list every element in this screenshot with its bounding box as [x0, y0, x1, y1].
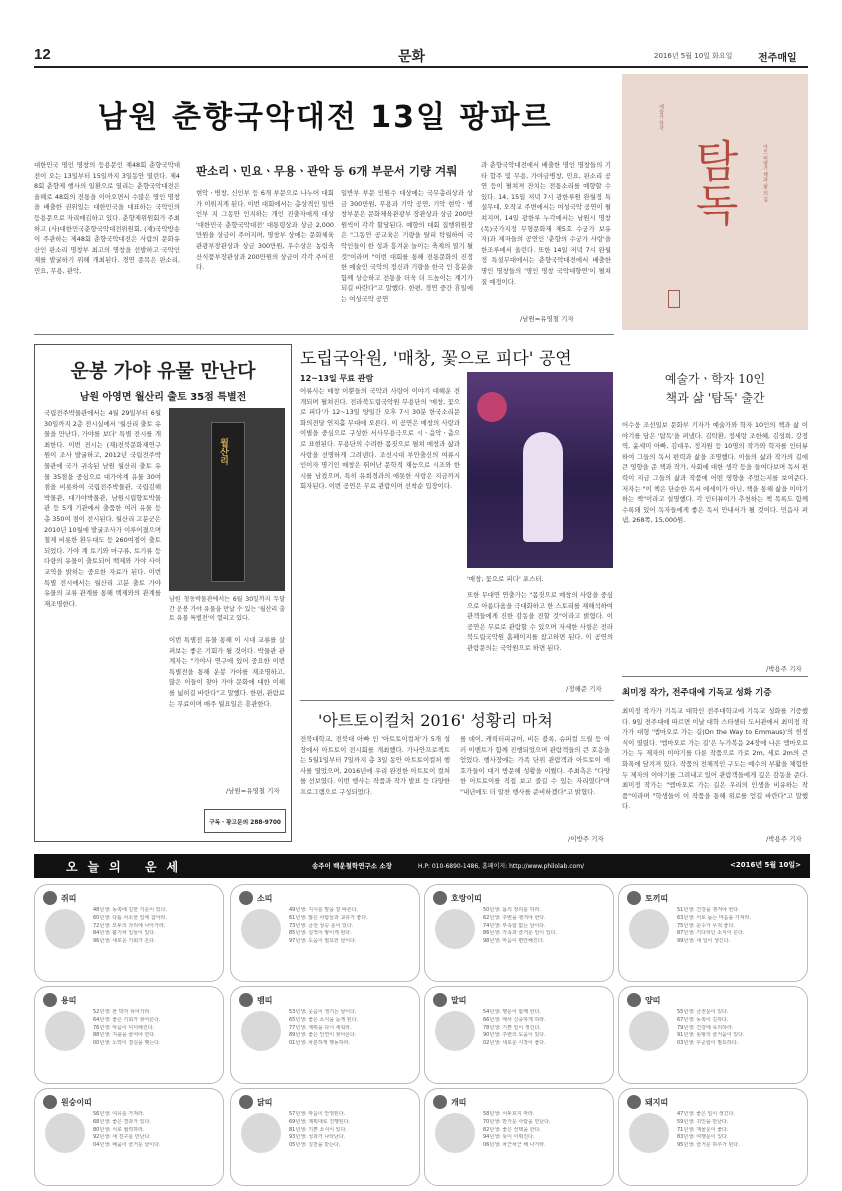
horoscope-card [230, 986, 420, 1084]
horoscope-lines [289, 1111, 413, 1150]
horoscope-line: 02년생: 새로운 시작이 좋다. [483, 1040, 546, 1047]
theater-byline: /정해준 기자 [566, 685, 602, 693]
book-cover-small-2: 아트 비평가 책과 삶 의 집 [762, 144, 768, 202]
horoscope-line: 01년생: 차분하게 행동하라. [289, 1040, 351, 1047]
horoscope-card-head [433, 993, 605, 1007]
art-title: '아트토이컬처 2016' 성황리 마쳐 [318, 711, 553, 730]
horoscope-card-head [627, 993, 799, 1007]
horoscope-line: 83년생: 여행운이 있다. [677, 1134, 729, 1141]
main-article-byline: /남원=유영철 기자 [520, 315, 574, 323]
horoscope-line: 68년생: 좋은 결과가 있다. [93, 1118, 151, 1125]
gaya-title: 운봉 가야 유물 만난다 [70, 360, 256, 382]
horoscope-lines [93, 1111, 217, 1150]
gaya-body-right: 이번 특별전 유물 통해 이 시대 교류를 살펴보는 좋은 기회가 될 것이다. 박물관 관계자는 "가야사 연구에 있어 중요한 이번 특별전을 통해 운봉 가야를 재조명하고, 많은 이들이 찾아 가야 문화에 대한 이해를 넓히길 바란다"고 말했다. 한편, 관람료는 무료이며 매주 월요일은 휴관한다. [169, 636, 285, 708]
horoscope-line: 03년생: 꾸준함이 필요하다. [677, 1040, 739, 1047]
zodiac-name: 용띠 [61, 995, 77, 1005]
horoscope-line: 74년생: 부족함 없는 날이다. [483, 922, 546, 929]
section-name: 문화 [398, 49, 426, 65]
book-article-title-2: 책과 삶 '탐독' 출간 [665, 391, 765, 405]
horoscope-line: 93년생: 성과가 나타난다. [289, 1134, 346, 1141]
horoscope-line: 71년생: 재물운이 좋다. [677, 1126, 729, 1133]
horoscope-line: 05년생: 칭찬을 받는다. [289, 1142, 341, 1149]
gaya-photo [169, 408, 285, 591]
book-article-body: 어수웅 조선일보 문화부 기자가 예술가와 학자 10인의 책과 삶 이야기를 담은 '탐독'을 펴냈다. 김탁환, 정세랑 조한혜, 김성희, 강정역, 윤세미 아빠, 김대우, 정지원 등 10명의 작가와 학자를 인터뷰하여 그들의 독서 편력과 삶을 조명했다. 이들의 삶과 작가의 길에 큰 영향을 준 책과 작가, 사회에 대한 생각 등을 들여다보며 독서 편력이 지금 그들의 삶과 작품에 어떤 영향을 주었는지를 보여준다. 저자는 "이 책은 단순한 독서 에세이가 아닌, 책을 통해 삶을 이야기하는 책"이라고 설명했다. 각 인터뷰이가 추천하는 책 목록도 함께 수록돼 있어 독자들에게 좋은 독서 안내서가 될 것이다. 민음사 펴냄, 268쪽, 15,000원. [622, 421, 808, 525]
horoscope-lines [677, 1111, 801, 1150]
horoscope-card [618, 986, 808, 1084]
issue-date: 2016년 5월 10일 화요일 [654, 52, 733, 60]
zodiac-animal-icon [241, 909, 281, 949]
poster-dancer [523, 432, 563, 542]
horoscope-line: 00년생: 노력이 결실을 맺는다. [93, 1040, 161, 1047]
zodiac-animal-icon [435, 1113, 475, 1153]
horoscope-lines [677, 907, 801, 946]
book-cover-title: 탐독 [687, 138, 738, 226]
horoscope-line: 77년생: 계획을 다시 세워라. [289, 1024, 352, 1031]
horoscope-line: 57년생: 마음이 안정된다. [289, 1111, 346, 1117]
zodiac-icon [43, 993, 57, 1007]
horoscope-card-head [627, 891, 799, 905]
horoscope-line: 55년생: 금전운이 있다. [677, 1009, 729, 1015]
horoscope-line: 96년생: 새로운 기회가 온다. [93, 938, 156, 945]
zodiac-name: 돼지띠 [645, 1097, 669, 1107]
horoscope-line: 50년생: 몸의 정리를 하라. [483, 907, 541, 913]
horoscope-line: 88년생: 지출을 줄여야 한다. [93, 1032, 156, 1039]
zodiac-icon [433, 993, 447, 1007]
horoscope-line: 47년생: 좋은 일이 생긴다. [677, 1111, 735, 1117]
horoscope-line: 81년생: 기쁜 소식이 있다. [289, 1126, 347, 1133]
page-number: 12 [34, 46, 51, 63]
zodiac-icon [239, 1095, 253, 1109]
zodiac-animal-icon [629, 909, 669, 949]
gaya-body-left: 국립전주박물관에서는 4월 29일부터 6월 30일까지 2층 전시실에서 '월산리 출토 유물을 만난다, 가야를 보다' 특별 전시를 개최한다. 이번 전시는 (재)전북문화재연구원이 조사 발굴하고, 2012년 국립전주박물관에 국가 귀속된 남원 월산리 출토 유물 35점을 중심으로 대가야계 유물 30여점을 비롯하여 국립전주박물관, 국립김해박물관, 대가야박물관, 남원시립향토박물관 등 5개 기관에서 출품한 여러 유물 등 총 350여 점이 전시된다. 월산리 고분군은 2010년 10월에 발굴조사가 이루어졌으며 철제 비롯한 환두대도 등 260여점이 출토되었다. 가야 계 토기와 마구류, 토기류 등 다량의 유물이 출토되어 백제와 가야 사이 교역을 밝히는 중요한 자료가 된다. 이번 특별 전시에서는 월산리 고분 출토 가야 유물의 교류 관계를 통해 백제와의 관계를 재조명한다. [44, 409, 161, 608]
zodiac-name: 개띠 [451, 1097, 467, 1107]
horoscope-card-head [43, 1095, 215, 1109]
horoscope-line: 53년생: 웃음이 생기는 날이다. [289, 1009, 357, 1015]
horoscope-lines [93, 1009, 217, 1048]
theater-title: 도립국악원, '매창, 꽃으로 피다' 공연 [300, 349, 572, 369]
horoscope-line: 51년생: 건강을 챙겨야 한다. [677, 907, 740, 913]
donation-title: 최미정 작가, 전주대에 기독교 성화 기증 [622, 688, 772, 698]
zodiac-animal-icon [241, 1011, 281, 1051]
theater-body-right: 또한 무대연 연출가는 "몸짓으로 매창의 사랑을 중심으로 아름다움을 극대화하고 한 스토리를 재해석하여 관객들에게 진한 감동을 전할 것"이라고 밝혔다. 이 공연은 무료로 관람할 수 있으며 자세한 사항은 전라북도립국악원 홈페이지를 참고하면 된다. 이 공연의 관람문의는 국악원으로 하면 된다. [467, 591, 613, 652]
zodiac-icon [239, 993, 253, 1007]
zodiac-icon [627, 1095, 641, 1109]
horoscope-card-head [433, 891, 605, 905]
horoscope-lines [93, 907, 217, 946]
horoscope-line: 65년생: 좋은 소식을 듣게 된다. [289, 1016, 359, 1023]
horoscope-line: 59년생: 귀인을 만난다. [677, 1118, 729, 1125]
horoscope-line: 62년생: 주변을 챙겨야 한다. [483, 914, 546, 921]
horoscope-line: 79년생: 건강에 유의하라. [677, 1024, 734, 1031]
horoscope-card [34, 884, 224, 982]
book-cover-image [622, 74, 808, 330]
horoscope-line: 85년생: 실적이 쌓이게 된다. [289, 930, 352, 937]
horoscope-card-head [239, 993, 411, 1007]
paper-name: 전주매일 [758, 53, 797, 64]
art-byline: /이방주 기자 [568, 835, 604, 843]
horoscope-lines [289, 907, 413, 946]
zodiac-animal-icon [629, 1113, 669, 1153]
horoscope-card [230, 1088, 420, 1186]
horoscope-card-head [433, 1095, 605, 1109]
donation-body: 최미정 작가가 기독교 대학인 전주대학교에 기독교 성화를 기증했다. 9일 전주대에 따르면 이날 대학 스타센터 도서관에서 최미정 작가가 대형 '엠마오로 가는 길(On the Way to Emmaus)'의 헌정식이 열렸다. '엠마오로 가는 길'은 누가복음 24장에 나온 엠마오로 가는 두 제자의 이야기를 다룬 작품으로 가로 2m, 세로 2m의 큰 화폭에 담겨져 있다. 작품의 전체적인 구도는 예수의 부활을 체험한 두 제자의 이야기를 그려내고 있어 관람객들에게 깊은 감동을 준다. 최미정 작가는 "엠마오로 가는 길은 우리의 인생을 비유하는 작품"이라며 "학생들이 이 작품을 통해 위로를 얻길 바란다"고 말했다. [622, 707, 808, 811]
horoscope-line: 87년생: 기다리던 소식이 온다. [677, 930, 745, 937]
zodiac-name: 호랑이띠 [451, 893, 482, 903]
gaya-subtitle: 남원 아영면 월산리 출토 35점 특별전 [79, 392, 247, 403]
horoscope-card [424, 1088, 614, 1186]
art-col2: 를 데이, 캐릭터피규어, 비든 블록, 슈퍼컬 드릴 등 여러 이벤트가 함께 진행되었으며 관람객들의 큰 호응을 얻었다. 행사장에는 가족 단위 관람객과 아트토이 애호가들이 대거 방문해 성황을 이뤘다. 주최측은 "다양한 아트토이를 직접 보고 즐길 수 있는 자리였다"며 "내년에도 더 알찬 행사를 준비하겠다"고 밝혔다. [460, 735, 610, 796]
zodiac-animal-icon [45, 909, 85, 949]
horoscope-line: 73년생: 금전 상승 운이 있다. [289, 922, 354, 929]
horoscope-line: 70년생: 반가운 사람을 만난다. [483, 1118, 551, 1125]
horoscope-contact: H.P: 010-6890-1486, 홈페이지: http://www.philolab.com/ [418, 863, 585, 870]
zodiac-animal-icon [629, 1011, 669, 1051]
horoscope-line: 82년생: 좋은 선택을 한다. [483, 1126, 541, 1133]
horoscope-line: 66년생: 매사 신중하게 하라. [483, 1016, 546, 1023]
horoscope-title: 오늘의 운세 [66, 860, 189, 874]
horoscope-line: 90년생: 주변의 도움이 있다. [483, 1032, 546, 1039]
horoscope-line: 04년생: 배움이 즐거운 날이다. [93, 1142, 161, 1149]
horoscope-line: 92년생: 새 친구를 만난다. [93, 1134, 151, 1141]
main-subhead: 판소리ㆍ민요ㆍ무용ㆍ관악 등 6개 부문서 기량 겨뤄 [196, 164, 458, 178]
horoscope-line: 78년생: 기쁜 일이 생긴다. [483, 1024, 541, 1031]
header-rule [34, 66, 808, 68]
zodiac-animal-icon [45, 1011, 85, 1051]
zodiac-name: 뱀띠 [257, 995, 273, 1005]
horoscope-card-head [43, 891, 215, 905]
horoscope-line: 54년생: 행운이 함께 한다. [483, 1009, 541, 1015]
main-headline: 남원 춘향국악대전 13일 팡파르 [97, 100, 553, 135]
horoscope-line: 84년생: 활기차 일들이 있다. [93, 930, 156, 937]
horoscope-lines [483, 1111, 607, 1150]
horoscope-line: 98년생: 마음이 편안해진다. [483, 938, 545, 945]
zodiac-animal-icon [45, 1113, 85, 1153]
horoscope-line: 76년생: 마음이 넉넉해진다. [93, 1024, 155, 1031]
horoscope-card [618, 884, 808, 982]
zodiac-icon [43, 891, 57, 905]
horoscope-line: 89년생: 좋은 인연이 찾아온다. [289, 1032, 357, 1039]
right-col-divider [622, 676, 808, 677]
zodiac-name: 쥐띠 [61, 893, 77, 903]
zodiac-name: 토끼띠 [645, 893, 669, 903]
horoscope-line: 69년생: 계획대로 진행된다. [289, 1118, 351, 1125]
horoscope-line: 61년생: 많은 사람들과 교류가 좋다. [289, 914, 368, 921]
horoscope-line: 63년생: 서로 돕는 마음을 가져라. [677, 914, 751, 921]
book-cover-small-1: 예술가 학자 [658, 104, 664, 131]
subscription-ad-text: 구독ㆍ광고문의 288-9700 [209, 819, 281, 826]
zodiac-animal-icon [241, 1113, 281, 1153]
zodiac-name: 말띠 [451, 995, 467, 1005]
zodiac-name: 양띠 [645, 995, 661, 1005]
horoscope-card [34, 1088, 224, 1186]
zodiac-animal-icon [435, 1011, 475, 1051]
theater-poster-caption: '매창, 꽃으로 피다' 포스터. [467, 575, 544, 583]
horoscope-line: 06년생: 차근차근 해 나가라. [483, 1142, 546, 1149]
horoscope-card [618, 1088, 808, 1186]
horoscope-sponsor: 송주이 백운철학연구소 소장 [312, 862, 392, 870]
horoscope-line: 48년생: 동쪽에 길한 기운이 있다. [93, 907, 167, 913]
horoscope-line: 60년생: 다툼 사소한 일에 참아라. [93, 914, 167, 921]
zodiac-name: 닭띠 [257, 1097, 273, 1107]
horoscope-line: 58년생: 서두르지 마라. [483, 1111, 535, 1117]
horoscope-date: <2016년 5월 10일> [730, 861, 801, 869]
main-article-col3: 일반부 부문 인원수 대상에는 국무총리상과 상금 300만원, 무용과 기악 공연, 기악 현악ㆍ병창부문은 문화체육관광부 장관상과 상금 200만원씩이 각각 할당된다. 예향의 대회 집행위원장은 "그동안 공교육은 기량을 탈피 탁월하여 국악인들이 한 성과 흥겨운 놀이는 축제의 열기 될 것"이라며 "이번 대회를 통해 전통문화의 진정한 예술인 국악의 정신과 기량을 한국 인 흥분을 함께 상승하고 전통을 더욱 더 드높이는 계기가 되길 바란다"고 말했다. 한편, 경연 중간 휴일에는 여성국악 공연 [341, 189, 473, 303]
main-article-divider [34, 334, 614, 335]
horoscope-card-head [627, 1095, 799, 1109]
horoscope-card-head [43, 993, 215, 1007]
horoscope-card [424, 986, 614, 1084]
zodiac-name: 소띠 [257, 893, 273, 903]
zodiac-animal-icon [435, 909, 475, 949]
poster-flower [477, 392, 507, 422]
horoscope-lines [483, 907, 607, 946]
theater-subtitle: 12~13일 무료 관람 [300, 374, 374, 383]
horoscope-lines [289, 1009, 413, 1048]
gaya-photo-caption: 남원 청동박물관에서는 6월 30일까지 두달 간 운봉 가야 유물을 만날 수 있는 '월산리 출토 유물 특별전'이 열리고 있다. [169, 596, 285, 622]
horoscope-card [424, 884, 614, 982]
zodiac-icon [43, 1095, 57, 1109]
horoscope-line: 91년생: 뜻밖의 즐거움이 있다. [677, 1032, 745, 1039]
zodiac-icon [239, 891, 253, 905]
zodiac-icon [433, 891, 447, 905]
zodiac-name: 원숭이띠 [61, 1097, 92, 1107]
horoscope-line: 86년생: 가족과 즐거운 일이 있다. [483, 930, 557, 937]
theater-divider [300, 700, 614, 701]
publisher-mark [668, 290, 680, 308]
horoscope-card-head [239, 1095, 411, 1109]
subscription-ad [204, 809, 286, 833]
art-col1: 전북대학교, 전북대 아빠 인 '아트토이컬처'가 5개 성장에서 아트토이 전시회를 개최했다. 가나안프로젝트는 5월1일부터 7일까지 총 3일 동안 아트토이컬처 행사를 열었으며, 2016년에 우리 완전한 아트토이 컬처를 선보였다. 이번 행사는 작품과 작가 발표 등 다양한 프로그램으로 구성되었다. [300, 735, 450, 796]
main-article-col1: 대한민국 명인 명창의 등용문인 제48회 춘향국악대전이 오는 13일부터 15일까지 3일동안 열린다. 제48회 춘향제 행사의 일환으로 열리는 춘향국악대전은 올해로 48회의 전통을 이어오면서 수많은 명인 명창을 배출한 권위있는 대한민국을 대표하는 국악인의 등용문으로 자리매김하고 있다. 춘향제위원회가 주최하고 (사)대한민국춘향국악대전위원회, (재)국악방송이 주관하는 제48회 춘향국악대전은 사람의 문화유산인 판소리 명창부 최고의 명창을 선발하고 국악인재를 발굴하기 위해 개최된다. 경연 종목은 판소리, 민요, 무용, 관악, [34, 161, 180, 275]
donation-byline: /박용주 기자 [766, 835, 802, 843]
banner-label: 월산리 [218, 438, 228, 465]
horoscope-line: 49년생: 지시를 말을 잘 따른다. [289, 907, 359, 913]
gaya-byline: /남원=유영철 기자 [226, 787, 280, 795]
horoscope-lines [483, 1009, 607, 1048]
horoscope-lines [677, 1009, 801, 1048]
horoscope-line: 75년생: 운수가 무척 좋다. [677, 922, 735, 929]
horoscope-line: 94년생: 뜻이 이뤄진다. [483, 1134, 535, 1141]
horoscope-line: 97년생: 도움이 필요한 날이다. [289, 938, 357, 945]
horoscope-line: 80년생: 서로 협력하라. [93, 1126, 145, 1133]
book-article-title-1: 예술가ㆍ학자 10인 [664, 372, 766, 386]
book-article-byline: /박용주 기자 [766, 665, 802, 673]
main-article-col2: 현악ㆍ병창, 신인부 등 6개 부문으로 나누어 대회가 이뤄지게 된다. 이번 대회에서는 총상격인 일반인부 지 그동안 인지하는 개인 진출자에게 대상 '대한민국 춘향국악대전' 대통령상과 상금 2,000만원을 상금이 주어지며, 명창부 상에는 문화체육관광부장관상과 상금 300만원, 우수상은 농림축산식품부장관상과 200만원의 상금이 각각 주어진다. [196, 189, 334, 272]
zodiac-icon [433, 1095, 447, 1109]
horoscope-card [230, 884, 420, 982]
horoscope-line: 72년생: 모두의 자리에 나아가라. [93, 922, 166, 929]
horoscope-line: 56년생: 여유를 가져라. [93, 1111, 145, 1117]
horoscope-line: 52년생: 한 박자 쉬어가라. [93, 1009, 151, 1015]
zodiac-icon [627, 891, 641, 905]
zodiac-icon [627, 993, 641, 1007]
horoscope-card [34, 986, 224, 1084]
main-article-col4: 과 춘향국악대전에서 배출한 명인 명창들의 기타 합주 및 무용, 가야금병창, 민요, 판소리 공연 등이 펼쳐져 잔치는 전통소리를 예향할 수 있다. 14, 15일 저녁 7시 광한루원 완월정 특설무대, 오작교 주변에서는 여성국악 공연이 펼쳐지며, 14일 광한루 누각에서는 남원시 명창(목)국가지정 무형문화재 제5호 수궁가 보유자)과 제자들의 공연인 '춘향의 수궁가 사랑'을 한조루에서 올린다. 또한 14일 저녁 7시 완월정 특설무대에서는 춘향국악대전에서 배출한 명인 명창들의 '명인 명창 국악대향연'이 펼쳐질 예정이다. [481, 161, 611, 286]
horoscope-card-head [239, 891, 411, 905]
horoscope-line: 67년생: 동쪽이 길하다. [677, 1016, 729, 1023]
horoscope-line: 99년생: 새 일이 생긴다. [677, 938, 731, 945]
horoscope-line: 95년생: 즐거운 하루가 된다. [677, 1142, 740, 1149]
horoscope-line: 64년생: 좋은 기회가 찾아온다. [93, 1016, 161, 1023]
theater-body: 어류사는 매창 이뿐들의 국악과 사랑이 이야기 대해운 전개되며 펼쳐진다. 전라북도립국악원 무용단의 '매창, 꽃으로 피다'가 12~13일 양일간 오후 7시 30분 한국소리문화의전당 연지홀 무대에 오른다. 이 공연은 매창의 사랑과 이별을 중심으로 구성한 서사무용극으로 시ㆍ음악ㆍ춤으로 표현된다. 무용단의 수려한 몸짓으로 펼쳐 매창과 삶과 사랑을 선명하게 그려낸다. 조선시대 부안출신의 여류시인이자 명기인 매창은 뛰어난 문학적 재능으로 시조와 한시를 남겼으며, 특히 유희경과의 애틋한 사랑은 지금까지 회자된다. 이번 공연은 무료 관람이며 선착순 입장이다. [300, 387, 460, 491]
theater-poster [467, 372, 613, 568]
